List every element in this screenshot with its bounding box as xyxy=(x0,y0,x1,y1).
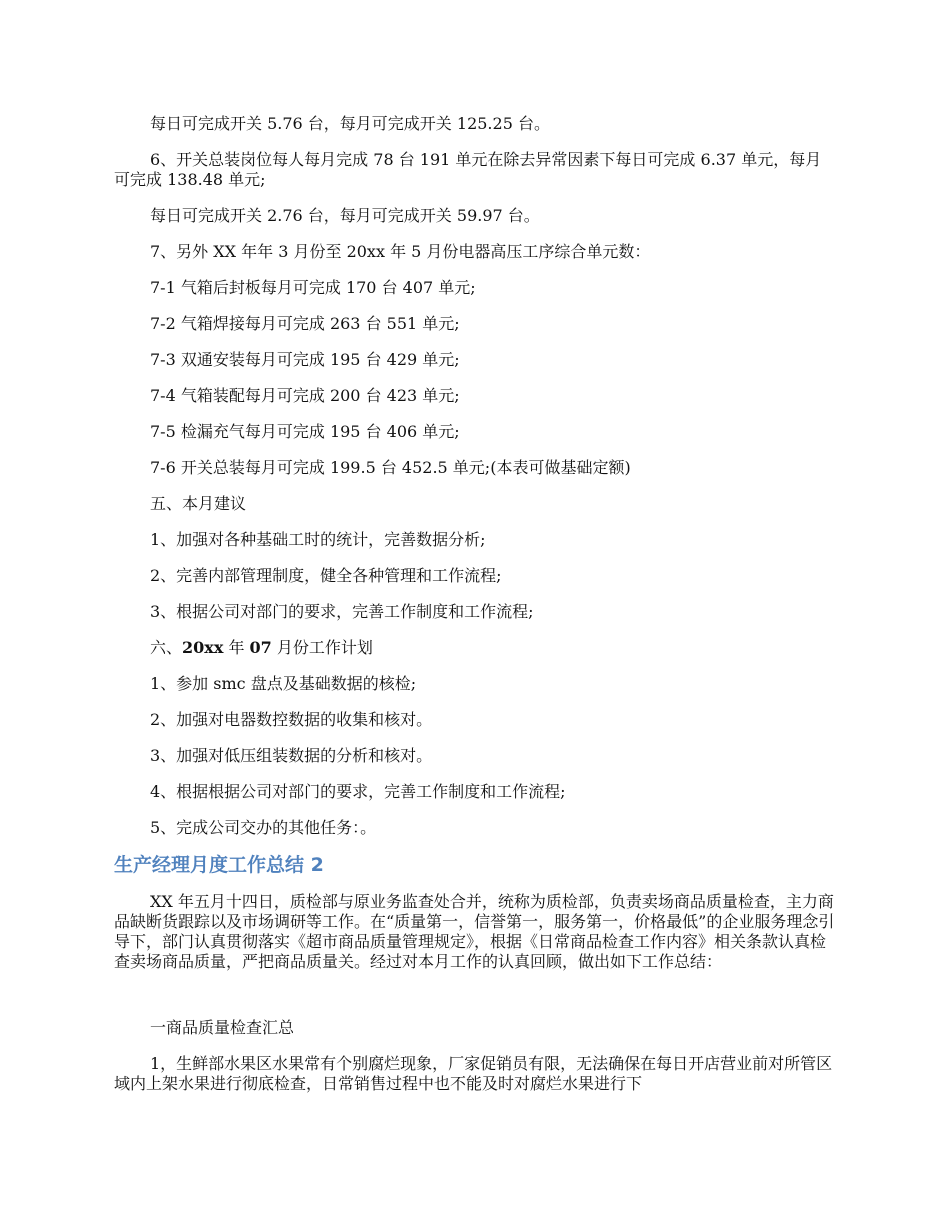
suggestion-item-3: 3、根据公司对部门的要求，完善工作制度和工作流程; xyxy=(150,602,534,621)
plan-item-5: 5、完成公司交办的其他任务：。 xyxy=(150,818,377,837)
paragraph-item-7-6: 7-6 开关总装每月可完成 199.5 台 452.5 单元;(本表可做基础定额) xyxy=(150,458,631,477)
plan-item-1: 1、参加 smc 盘点及基础数据的核检; xyxy=(150,674,417,693)
plan-item-2: 2、加强对电器数控数据的收集和核对。 xyxy=(150,710,433,729)
plan-item-4: 4、根据根据公司对部门的要求，完善工作制度和工作流程; xyxy=(150,782,566,801)
plan-heading-suffix: 月份工作计划 xyxy=(271,638,373,657)
paragraph-item-7-2: 7-2 气箱焊接每月可完成 263 台 551 单元; xyxy=(150,314,460,333)
section-2-intro-paragraph: XX 年五月十四日，质检部与原业务监查处合并，统称为质检部，负责卖场商品质量检查，主力商品缺断货跟踪以及市场调研等工作。在“质量第一，信誉第一，服务第一，价格最低”的企业服务理念引导下，部门认真贯彻落实《超市商品质量管理规定》，根据《日常商品检查工作内容》相关条款认真检查卖场商品质量，严把商品质量关。经过对本月工作的认真回顾，做出如下工作总结： xyxy=(114,892,835,971)
paragraph-item-7: 7、另外 XX 年年 3 月份至 20xx 年 5 月份电器高压工序综合单元数： xyxy=(150,242,651,261)
paragraph-daily-switch-2: 每日可完成开关 2.76 台，每月可完成开关 59.97 台。 xyxy=(150,206,540,225)
suggestion-item-1: 1、加强对各种基础工时的统计，完善数据分析; xyxy=(150,530,486,549)
paragraph-item-7-3: 7-3 双通安装每月可完成 195 台 429 单元; xyxy=(150,350,460,369)
paragraph-item-7-5: 7-5 检漏充气每月可完成 195 台 406 单元; xyxy=(150,422,460,441)
suggestion-item-2: 2、完善内部管理制度，健全各种管理和工作流程; xyxy=(150,566,502,585)
paragraph-item-6: 6、开关总装岗位每人每月完成 78 台 191 单元在除去异常因素下每日可完成 6.37 单元，每月可完成 138.48 单元; xyxy=(114,150,822,189)
section-heading-suggestions: 五、本月建议 xyxy=(150,494,247,513)
paragraph-item-7-4: 7-4 气箱装配每月可完成 200 台 423 单元; xyxy=(150,386,460,405)
section-heading-work-plan xyxy=(114,638,836,658)
plan-heading-mid: 年 xyxy=(223,638,250,657)
plan-item-3: 3、加强对低压组装数据的分析和核对。 xyxy=(150,746,433,765)
subheading-quality-summary: 一商品质量检查汇总 xyxy=(150,1018,295,1037)
section-2-title: 生产经理月度工作总结 2 xyxy=(114,854,324,876)
plan-heading-prefix: 六、 xyxy=(150,638,183,657)
plan-heading-year: 20xx xyxy=(182,638,224,657)
quality-item-1: 1，生鲜部水果区水果常有个别腐烂现象，厂家促销员有限，无法确保在每日开店营业前对所管区域内上架水果进行彻底检查，日常销售过程中也不能及时对腐烂水果进行下 xyxy=(114,1054,833,1093)
plan-heading-month: 07 xyxy=(249,638,272,657)
paragraph-item-7-1: 7-1 气箱后封板每月可完成 170 台 407 单元; xyxy=(150,278,476,297)
paragraph-daily-switch-1: 每日可完成开关 5.76 台，每月可完成开关 125.25 台。 xyxy=(150,114,550,133)
